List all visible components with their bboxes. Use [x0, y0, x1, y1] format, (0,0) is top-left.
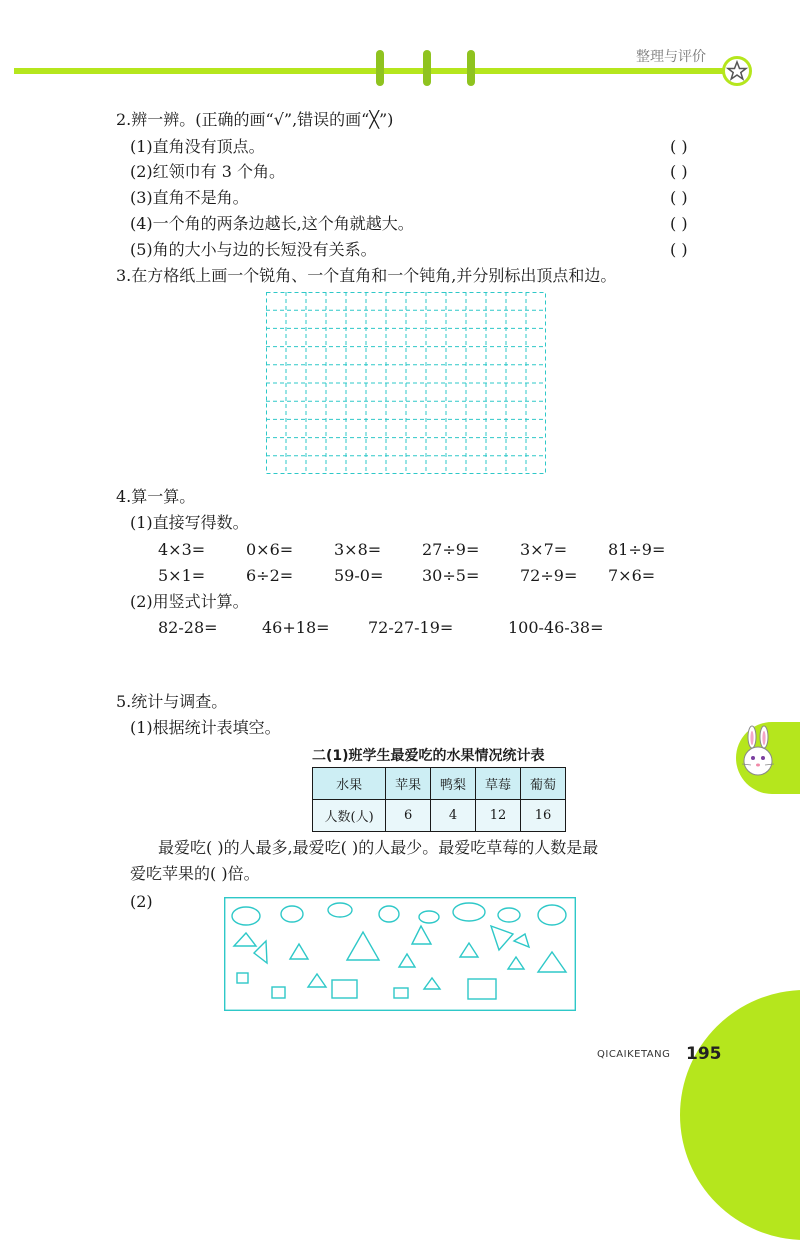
calc-r1-2: 0×6=: [246, 540, 294, 559]
answer-paren-5[interactable]: ( ): [670, 240, 688, 259]
oval-shape: [538, 905, 566, 925]
oval-shape: [419, 911, 439, 923]
fruit-stats-table: [312, 767, 566, 832]
answer-paren-1[interactable]: ( ): [670, 137, 688, 156]
triangle-shape: [234, 933, 256, 946]
panel-border: [225, 898, 576, 1011]
q5-title: 5.统计与调查。: [116, 692, 228, 711]
fill-line-2: 爱吃苹果的( )倍。: [130, 864, 260, 883]
triangle-shape: [254, 941, 267, 963]
oval-shape: [281, 906, 303, 922]
q5-sub1: (1)根据统计表填空。: [130, 718, 281, 737]
binder-ring-3: [467, 50, 475, 86]
calc-r1-1: 4×3=: [158, 540, 206, 559]
header-bar: [14, 68, 730, 74]
calc-r1-4: 27÷9=: [422, 540, 480, 559]
table-header-cell: 葡萄: [520, 768, 565, 800]
q2-item-4: (4)一个角的两条边越长,这个角就越大。: [130, 214, 414, 233]
table-header-cell: 鸭梨: [431, 768, 476, 800]
oval-shape: [379, 906, 399, 922]
answer-paren-2[interactable]: ( ): [670, 162, 688, 181]
calc-r1-6: 81÷9=: [608, 540, 666, 559]
oval-shape: [232, 907, 260, 925]
oval-shape: [328, 903, 352, 917]
q3-title: 3.在方格纸上画一个锐角、一个直角和一个钝角,并分别标出顶点和边。: [116, 266, 617, 285]
q5-sub2: (2): [130, 892, 153, 911]
section-title: 整理与评价: [636, 49, 706, 65]
q2-item-1: (1)直角没有顶点。: [130, 137, 265, 156]
calc-r2-5: 72÷9=: [520, 566, 578, 585]
calc-r2-1: 5×1=: [158, 566, 206, 585]
triangle-shape: [412, 926, 431, 944]
bunny-icon: [738, 725, 778, 791]
header-badge: [722, 56, 752, 86]
triangle-shape: [308, 974, 326, 987]
table-row: [313, 800, 566, 832]
table-header-cell: 水果: [313, 768, 386, 800]
fill-line-1: 最爱吃( )的人最多,最爱吃( )的人最少。最爱吃草莓的人数是最: [158, 838, 599, 857]
square-shape: [237, 973, 248, 983]
q2-item-2: (2)红领巾有 3 个角。: [130, 162, 286, 181]
triangle-shape: [290, 944, 308, 959]
table-cell: 4: [431, 800, 476, 832]
q4-sub1: (1)直接写得数。: [130, 513, 249, 532]
calc-r2-2: 6÷2=: [246, 566, 294, 585]
vertical-calc-1: 82-28=: [158, 618, 218, 637]
calc-r2-3: 59-0=: [334, 566, 384, 585]
calc-r2-4: 30÷5=: [422, 566, 480, 585]
table-header-cell: 苹果: [386, 768, 431, 800]
answer-paren-4[interactable]: ( ): [670, 214, 688, 233]
footer-brand: QICAIKETANG: [597, 1049, 671, 1060]
page-number: 195: [686, 1044, 722, 1064]
triangle-shape: [538, 952, 566, 972]
triangle-shape: [514, 934, 529, 947]
triangle-shape: [491, 926, 513, 950]
oval-shape: [498, 908, 520, 922]
vertical-calc-4: 100-46-38=: [508, 618, 604, 637]
calc-r1-5: 3×7=: [520, 540, 568, 559]
grid-paper[interactable]: [266, 292, 546, 474]
triangle-shape: [508, 957, 524, 969]
star-icon: [725, 59, 749, 83]
binder-ring-2: [423, 50, 431, 86]
q2-title: 2.辨一辨。(正确的画“√”,错误的画“╳”): [116, 110, 394, 129]
q4-sub2: (2)用竖式计算。: [130, 592, 249, 611]
vertical-calc-3: 72-27-19=: [368, 618, 454, 637]
triangle-shape: [460, 943, 478, 957]
triangle-shape: [347, 932, 379, 960]
triangle-shape: [424, 978, 440, 989]
calc-r2-6: 7×6=: [608, 566, 656, 585]
shapes-panel: [224, 897, 576, 1011]
vertical-calc-2: 46+18=: [262, 618, 330, 637]
answer-paren-3[interactable]: ( ): [670, 188, 688, 207]
q4-title: 4.算一算。: [116, 487, 196, 506]
q2-item-3: (3)直角不是角。: [130, 188, 249, 207]
table-cell: 人数(人): [313, 800, 386, 832]
table-header-cell: 草莓: [475, 768, 520, 800]
table-title: 二(1)班学生最爱吃的水果情况统计表: [312, 748, 545, 764]
square-shape: [394, 988, 408, 998]
square-shape: [468, 979, 496, 999]
table-cell: 16: [520, 800, 565, 832]
corner-circle: [680, 990, 800, 1240]
oval-shape: [453, 903, 485, 921]
square-shape: [272, 987, 285, 998]
square-shape: [332, 980, 357, 998]
calc-r1-3: 3×8=: [334, 540, 382, 559]
triangle-shape: [399, 954, 415, 967]
binder-ring-1: [376, 50, 384, 86]
q2-item-5: (5)角的大小与边的长短没有关系。: [130, 240, 377, 259]
table-cell: 12: [475, 800, 520, 832]
table-header-row: [313, 768, 566, 800]
table-cell: 6: [386, 800, 431, 832]
